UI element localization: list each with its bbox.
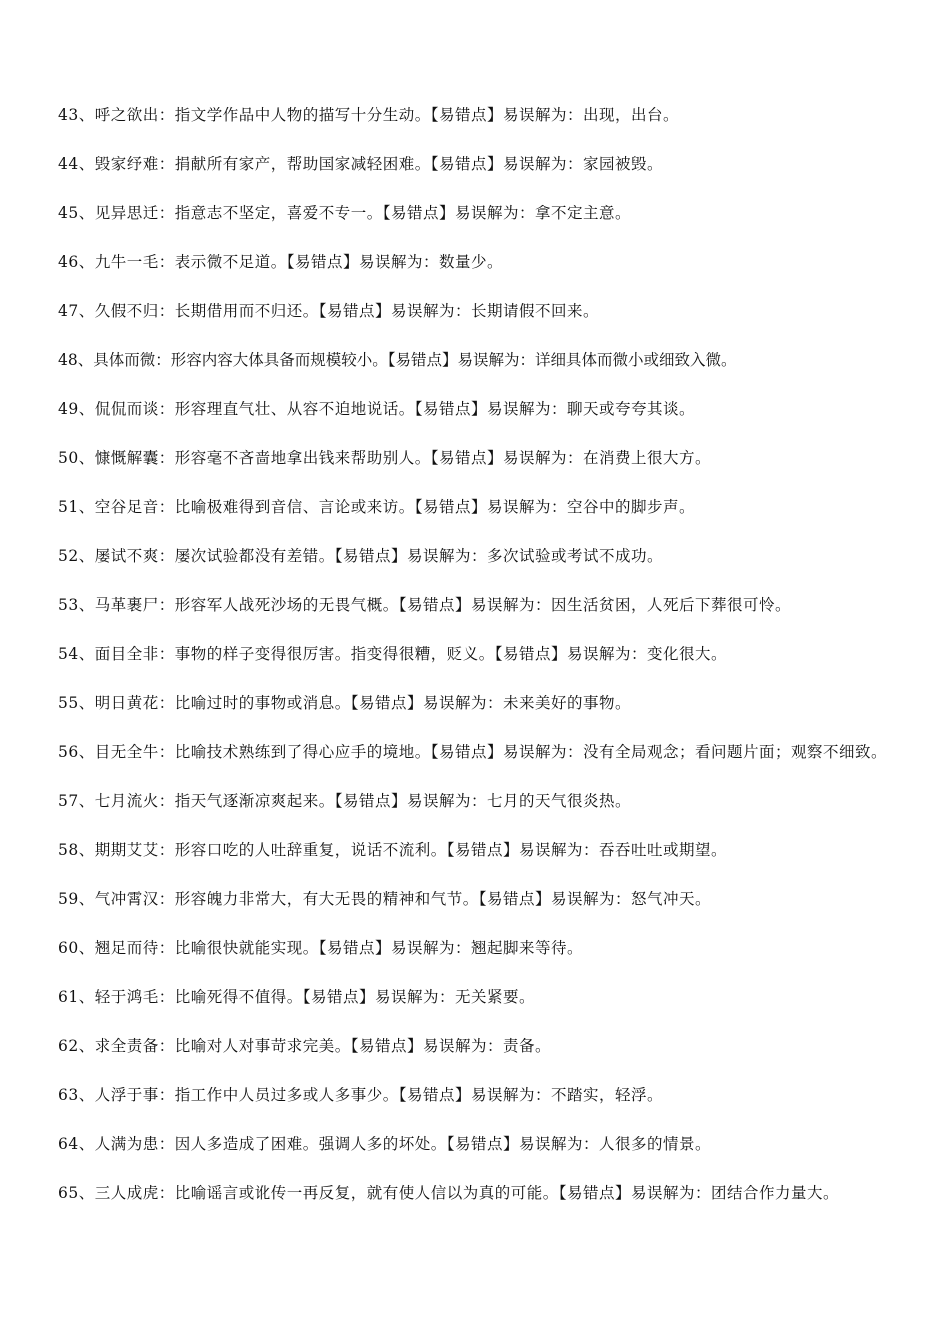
idiom-entry-49: 49、侃侃而谈：形容理直气壮、从容不迫地说话。【易错点】易误解为：聊天或夸夸其谈。: [58, 399, 695, 418]
idiom-entry-46: 46、九牛一毛：表示微不足道。【易错点】易误解为：数量少。: [58, 252, 503, 271]
idiom-entry-63: 63、人浮于事：指工作中人员过多或人多事少。【易错点】易误解为：不踏实，轻浮。: [58, 1085, 663, 1104]
idiom-entry-59: 59、气冲霄汉：形容魄力非常大，有大无畏的精神和气节。【易错点】易误解为：怒气冲天。: [58, 889, 711, 908]
idiom-entry-60: 60、翘足而待：比喻很快就能实现。【易错点】易误解为：翘起脚来等待。: [58, 938, 583, 957]
idiom-entry-61: 61、轻于鸿毛：比喻死得不值得。【易错点】易误解为：无关紧要。: [58, 987, 535, 1006]
idiom-entry-53: 53、马革裹尸：形容军人战死沙场的无畏气概。【易错点】易误解为：因生活贫困，人死后下葬很可怜。: [58, 595, 791, 614]
idiom-entry-44: 44、毁家纾难：捐献所有家产，帮助国家减轻困难。【易错点】易误解为：家园被毁。: [58, 154, 663, 173]
idiom-entry-56: 56、目无全牛：比喻技术熟练到了得心应手的境地。【易错点】易误解为：没有全局观念；看问题片面；观察不细致。: [58, 742, 887, 761]
idiom-entry-57: 57、七月流火：指天气逐渐凉爽起来。【易错点】易误解为：七月的天气很炎热。: [58, 791, 631, 810]
idiom-entry-51: 51、空谷足音：比喻极难得到音信、言论或来访。【易错点】易误解为：空谷中的脚步声。: [58, 497, 695, 516]
idiom-entry-65: 65、三人成虎：比喻谣言或讹传一再反复，就有使人信以为真的可能。【易错点】易误解为：团结合作力量大。: [58, 1183, 839, 1202]
idiom-entry-48: 48、具体而微：形容内容大体具备而规模较小。【易错点】易误解为：详细具体而微小或细致入微。: [58, 350, 737, 369]
idiom-entry-54: 54、面目全非：事物的样子变得很厉害。指变得很糟，贬义。【易错点】易误解为：变化很大。: [58, 644, 727, 663]
idiom-entry-43: 43、呼之欲出：指文学作品中人物的描写十分生动。【易错点】易误解为：出现，出台。: [58, 105, 679, 124]
idiom-entry-64: 64、人满为患：因人多造成了困难。强调人多的坏处。【易错点】易误解为：人很多的情景。: [58, 1134, 711, 1153]
idiom-entry-50: 50、慷慨解囊：形容毫不吝啬地拿出钱来帮助别人。【易错点】易误解为：在消费上很大方。: [58, 448, 711, 467]
idiom-entry-45: 45、见异思迁：指意志不坚定，喜爱不专一。【易错点】易误解为：拿不定主意。: [58, 203, 631, 222]
idiom-entry-55: 55、明日黄花：比喻过时的事物或消息。【易错点】易误解为：未来美好的事物。: [58, 693, 631, 712]
idiom-entry-52: 52、屡试不爽：屡次试验都没有差错。【易错点】易误解为：多次试验或考试不成功。: [58, 546, 663, 565]
idiom-entry-47: 47、久假不归：长期借用而不归还。【易错点】易误解为：长期请假不回来。: [58, 301, 599, 320]
idiom-entry-62: 62、求全责备：比喻对人对事苛求完美。【易错点】易误解为：责备。: [58, 1036, 551, 1055]
idiom-entry-58: 58、期期艾艾：形容口吃的人吐辞重复，说话不流利。【易错点】易误解为：吞吞吐吐或期望。: [58, 840, 727, 859]
